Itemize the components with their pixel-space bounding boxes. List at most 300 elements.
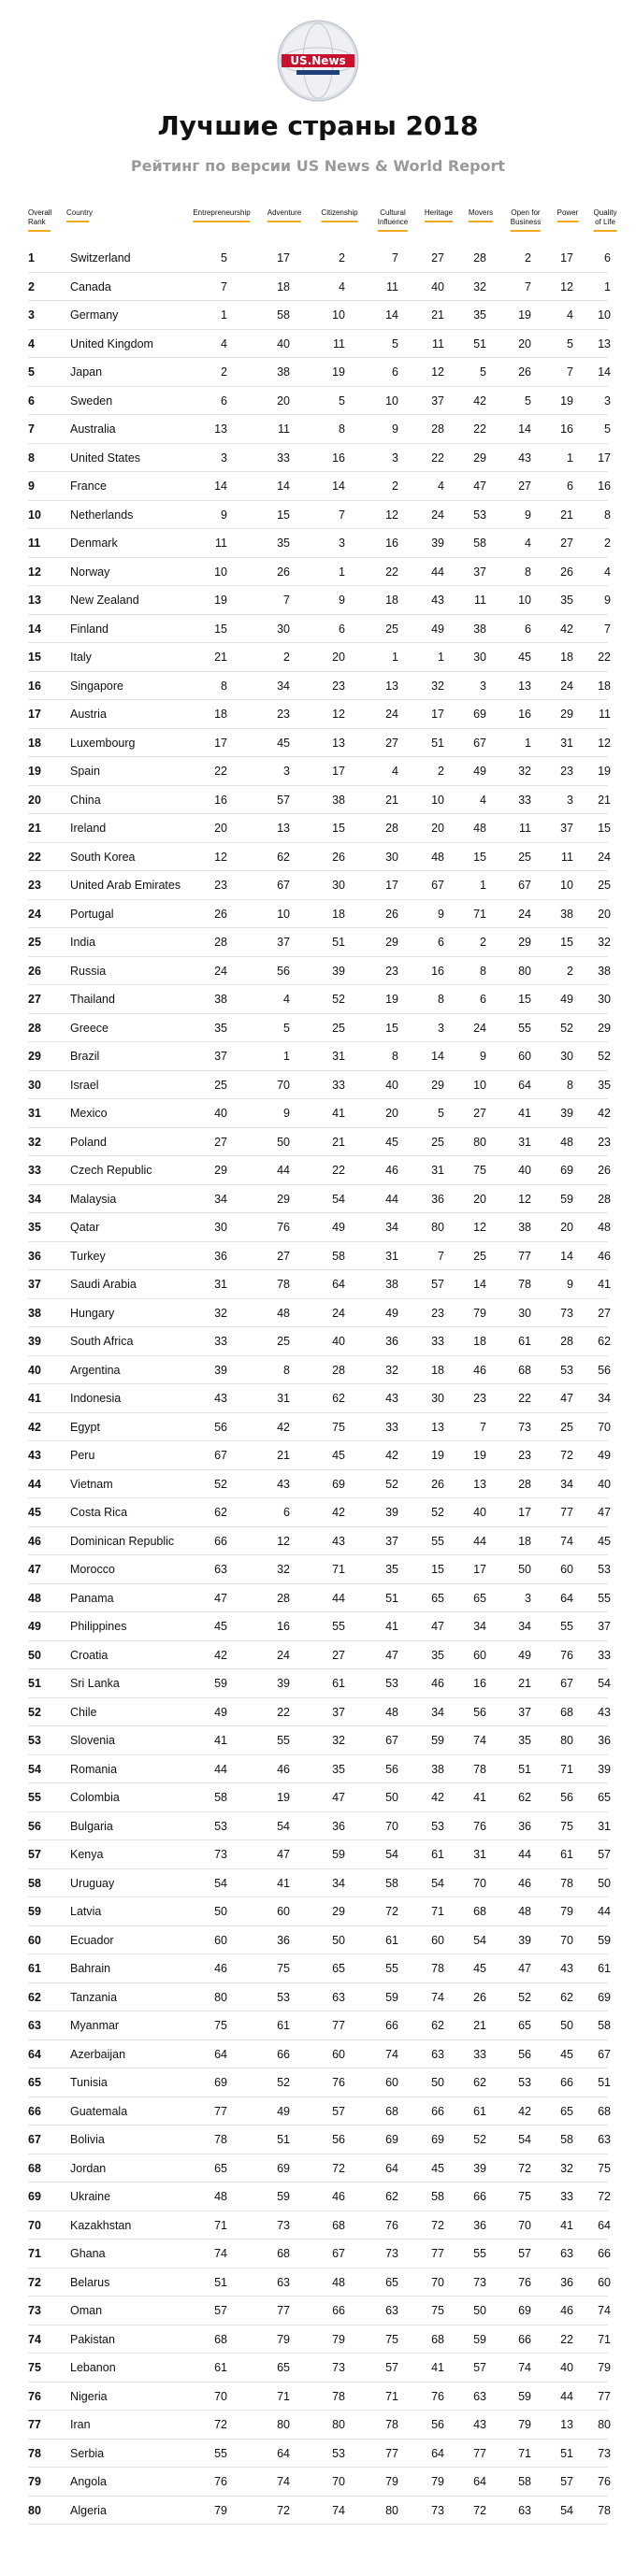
score-cell-movers: 40 <box>473 1506 486 1519</box>
score-cell-movers: 55 <box>473 2247 486 2260</box>
score-cell-entrepreneurship: 60 <box>214 1933 227 1947</box>
score-cell-heritage: 10 <box>431 793 444 807</box>
table-row <box>28 1697 611 1727</box>
score-cell-entrepreneurship: 67 <box>214 1449 227 1462</box>
score-cell-cultural-influence: 79 <box>385 2475 398 2488</box>
score-cell-citizenship: 6 <box>339 622 345 636</box>
score-cell-cultural-influence: 36 <box>385 1335 398 1348</box>
rank-cell: 20 <box>28 793 41 807</box>
score-cell-power: 5 <box>567 336 573 351</box>
country-cell: China <box>70 793 101 807</box>
score-cell-quality-of-life: 40 <box>598 1477 611 1491</box>
score-cell-adventure: 77 <box>277 2304 290 2317</box>
score-cell-cultural-influence: 80 <box>385 2503 398 2517</box>
rank-cell: 60 <box>28 1933 41 1947</box>
rank-cell: 67 <box>28 2133 41 2146</box>
score-cell-entrepreneurship: 64 <box>214 2047 227 2061</box>
score-cell-citizenship: 1 <box>339 565 345 579</box>
score-cell-heritage: 9 <box>438 907 444 921</box>
score-cell-open-for-business: 76 <box>518 2275 531 2289</box>
score-cell-adventure: 58 <box>277 308 290 322</box>
table-row <box>28 1868 611 1898</box>
score-cell-entrepreneurship: 77 <box>214 2104 227 2118</box>
score-cell-citizenship: 24 <box>332 1306 345 1320</box>
score-cell-open-for-business: 19 <box>518 308 531 322</box>
table-row <box>28 386 611 416</box>
score-cell-entrepreneurship: 56 <box>214 1420 227 1434</box>
score-cell-adventure: 39 <box>277 1677 290 1690</box>
score-cell-cultural-influence: 21 <box>385 793 398 807</box>
score-cell-adventure: 80 <box>277 2418 290 2431</box>
table-row <box>28 1127 611 1157</box>
score-cell-entrepreneurship: 19 <box>214 594 227 607</box>
table-row <box>28 557 611 587</box>
score-cell-citizenship: 43 <box>332 1534 345 1548</box>
country-cell: Finland <box>70 622 108 636</box>
rank-cell: 12 <box>28 565 41 579</box>
score-cell-heritage: 26 <box>431 1477 444 1491</box>
score-cell-quality-of-life: 50 <box>598 1876 611 1890</box>
score-cell-movers: 22 <box>473 422 486 436</box>
score-cell-heritage: 57 <box>431 1278 444 1291</box>
score-cell-quality-of-life: 26 <box>598 1164 611 1177</box>
score-cell-citizenship: 3 <box>339 537 345 550</box>
country-cell: Guatemala <box>70 2104 128 2118</box>
table-row <box>28 1925 611 1955</box>
score-cell-quality-of-life: 74 <box>598 2304 611 2317</box>
score-cell-entrepreneurship: 51 <box>214 2275 227 2289</box>
score-cell-open-for-business: 12 <box>518 1192 531 1206</box>
score-cell-cultural-influence: 63 <box>385 2304 398 2317</box>
country-cell: Peru <box>70 1449 95 1462</box>
score-cell-heritage: 38 <box>431 1762 444 1776</box>
rank-cell: 2 <box>28 279 35 293</box>
score-cell-adventure: 63 <box>277 2275 290 2289</box>
score-cell-movers: 42 <box>473 394 486 408</box>
score-cell-cultural-influence: 58 <box>385 1876 398 1890</box>
score-cell-quality-of-life: 7 <box>604 622 611 636</box>
rank-cell: 63 <box>28 2019 41 2032</box>
score-cell-quality-of-life: 60 <box>598 2275 611 2289</box>
score-cell-movers: 25 <box>473 1249 486 1263</box>
country-cell: Colombia <box>70 1791 120 1804</box>
score-cell-open-for-business: 21 <box>518 1677 531 1690</box>
table-row <box>28 1754 611 1784</box>
score-cell-quality-of-life: 73 <box>598 2446 611 2460</box>
score-cell-entrepreneurship: 73 <box>214 1848 227 1861</box>
table-row <box>28 642 611 672</box>
score-cell-adventure: 35 <box>277 537 290 550</box>
score-cell-power: 23 <box>560 765 573 778</box>
score-cell-power: 26 <box>560 565 573 579</box>
score-cell-heritage: 41 <box>431 2361 444 2374</box>
table-row <box>28 614 611 644</box>
table-row <box>28 2467 611 2497</box>
score-cell-heritage: 68 <box>431 2332 444 2346</box>
score-cell-adventure: 37 <box>277 936 290 949</box>
score-cell-citizenship: 68 <box>332 2218 345 2232</box>
score-cell-cultural-influence: 12 <box>385 508 398 522</box>
score-cell-power: 12 <box>560 279 573 293</box>
score-cell-cultural-influence: 59 <box>385 1990 398 2004</box>
score-cell-heritage: 13 <box>431 1420 444 1434</box>
table-row <box>28 2011 611 2040</box>
score-cell-adventure: 27 <box>277 1249 290 1263</box>
score-cell-entrepreneurship: 27 <box>214 1135 227 1149</box>
score-cell-power: 45 <box>560 2047 573 2061</box>
table-row <box>28 1953 611 1983</box>
country-cell: Russia <box>70 964 107 978</box>
score-cell-movers: 50 <box>473 2304 486 2317</box>
table-row <box>28 1184 611 1214</box>
score-cell-quality-of-life: 37 <box>598 1620 611 1633</box>
score-cell-entrepreneurship: 28 <box>214 936 227 949</box>
rank-cell: 44 <box>28 1477 41 1491</box>
score-cell-open-for-business: 69 <box>518 2304 531 2317</box>
score-cell-entrepreneurship: 80 <box>214 1990 227 2004</box>
table-row <box>28 585 611 615</box>
score-cell-movers: 46 <box>473 1363 486 1377</box>
score-cell-adventure: 79 <box>277 2332 290 2346</box>
rank-cell: 68 <box>28 2161 41 2175</box>
score-cell-entrepreneurship: 59 <box>214 1677 227 1690</box>
score-cell-heritage: 40 <box>431 279 444 293</box>
table-row <box>28 1811 611 1841</box>
score-cell-open-for-business: 13 <box>518 679 531 693</box>
score-cell-movers: 63 <box>473 2389 486 2403</box>
score-cell-movers: 20 <box>473 1192 486 1206</box>
score-cell-citizenship: 65 <box>332 1962 345 1975</box>
score-cell-adventure: 74 <box>277 2475 290 2488</box>
country-cell: Ireland <box>70 822 107 835</box>
score-cell-power: 42 <box>560 622 573 636</box>
country-cell: South Africa <box>70 1335 134 1348</box>
score-cell-adventure: 13 <box>277 822 290 835</box>
score-cell-open-for-business: 48 <box>518 1905 531 1918</box>
score-cell-movers: 26 <box>473 1990 486 2004</box>
score-cell-power: 61 <box>560 1848 573 1861</box>
column-header-label: of Life <box>595 218 615 226</box>
score-cell-cultural-influence: 61 <box>385 1933 398 1947</box>
table-row <box>28 2039 611 2069</box>
rank-cell: 41 <box>28 1392 41 1405</box>
score-cell-movers: 56 <box>473 1705 486 1719</box>
score-cell-cultural-influence: 2 <box>392 479 398 493</box>
score-cell-open-for-business: 23 <box>518 1449 531 1462</box>
rank-cell: 76 <box>28 2389 41 2403</box>
score-cell-power: 16 <box>560 422 573 436</box>
score-cell-cultural-influence: 1 <box>392 651 398 664</box>
score-cell-quality-of-life: 57 <box>598 1848 611 1861</box>
score-cell-heritage: 22 <box>431 451 444 465</box>
score-cell-heritage: 76 <box>431 2389 444 2403</box>
score-cell-open-for-business: 7 <box>525 279 531 293</box>
score-cell-open-for-business: 42 <box>518 2104 531 2118</box>
score-cell-heritage: 51 <box>431 736 444 750</box>
table-row <box>28 1326 611 1356</box>
score-cell-heritage: 11 <box>432 336 444 351</box>
score-cell-cultural-influence: 16 <box>385 537 398 550</box>
score-cell-quality-of-life: 51 <box>598 2076 611 2089</box>
score-cell-entrepreneurship: 65 <box>214 2161 227 2175</box>
score-cell-movers: 30 <box>473 651 486 664</box>
score-cell-power: 34 <box>560 1477 573 1491</box>
country-cell: Thailand <box>70 993 115 1006</box>
table-row <box>28 1098 611 1128</box>
score-cell-heritage: 18 <box>431 1363 444 1377</box>
score-cell-movers: 3 <box>480 679 486 693</box>
score-cell-power: 73 <box>560 1306 573 1320</box>
score-cell-adventure: 48 <box>277 1306 290 1320</box>
score-cell-adventure: 49 <box>277 2104 290 2118</box>
rank-cell: 9 <box>28 479 35 493</box>
score-cell-power: 63 <box>560 2247 573 2260</box>
score-cell-citizenship: 53 <box>332 2446 345 2460</box>
score-cell-open-for-business: 55 <box>518 1021 531 1035</box>
score-cell-cultural-influence: 22 <box>385 565 398 579</box>
score-cell-adventure: 42 <box>277 1420 290 1434</box>
score-cell-movers: 72 <box>473 2503 486 2517</box>
score-cell-entrepreneurship: 47 <box>214 1591 227 1605</box>
score-cell-entrepreneurship: 55 <box>214 2446 227 2460</box>
score-cell-power: 60 <box>560 1563 573 1576</box>
score-cell-heritage: 52 <box>431 1506 444 1519</box>
score-cell-adventure: 78 <box>277 1278 290 1291</box>
country-cell: Iran <box>70 2418 91 2431</box>
rank-cell: 22 <box>28 850 41 864</box>
score-cell-quality-of-life: 65 <box>598 1791 611 1804</box>
country-cell: Italy <box>70 651 92 664</box>
score-cell-cultural-influence: 19 <box>385 993 398 1006</box>
table-row <box>28 1212 611 1242</box>
score-cell-adventure: 9 <box>283 1107 290 1120</box>
logo-text: US.News <box>290 54 346 67</box>
score-cell-cultural-influence: 40 <box>385 1078 398 1092</box>
score-cell-cultural-influence: 69 <box>385 2133 398 2146</box>
score-cell-power: 52 <box>560 1021 573 1035</box>
score-cell-entrepreneurship: 78 <box>214 2133 227 2146</box>
score-cell-citizenship: 52 <box>332 993 345 1006</box>
score-cell-heritage: 54 <box>431 1876 444 1890</box>
score-cell-open-for-business: 25 <box>518 850 531 864</box>
score-cell-power: 24 <box>560 679 573 693</box>
score-cell-entrepreneurship: 21 <box>214 651 227 664</box>
country-cell: Sweden <box>70 394 113 408</box>
score-cell-power: 71 <box>560 1762 573 1776</box>
score-cell-heritage: 35 <box>431 1648 444 1662</box>
score-cell-quality-of-life: 52 <box>598 1050 611 1063</box>
country-cell: Nigeria <box>70 2389 108 2403</box>
score-cell-power: 54 <box>560 2503 573 2517</box>
score-cell-cultural-influence: 28 <box>385 822 398 835</box>
score-cell-power: 77 <box>560 1506 573 1519</box>
score-cell-open-for-business: 35 <box>518 1734 531 1747</box>
rank-cell: 35 <box>28 1221 41 1234</box>
score-cell-power: 74 <box>560 1534 573 1548</box>
score-cell-movers: 71 <box>473 907 486 921</box>
score-cell-cultural-influence: 77 <box>385 2446 398 2460</box>
score-cell-quality-of-life: 80 <box>598 2418 611 2431</box>
score-cell-power: 48 <box>560 1135 573 1149</box>
country-cell: Pakistan <box>70 2332 115 2346</box>
score-cell-citizenship: 60 <box>332 2047 345 2061</box>
column-header-citizenship <box>321 208 357 222</box>
score-cell-adventure: 59 <box>277 2190 290 2203</box>
score-cell-adventure: 38 <box>277 365 290 379</box>
score-cell-open-for-business: 33 <box>518 793 531 807</box>
score-cell-movers: 70 <box>473 1876 486 1890</box>
score-cell-cultural-influence: 35 <box>385 1563 398 1576</box>
score-cell-power: 15 <box>560 936 573 949</box>
score-cell-quality-of-life: 43 <box>598 1705 611 1719</box>
score-cell-heritage: 72 <box>431 2218 444 2232</box>
score-cell-open-for-business: 71 <box>518 2446 531 2460</box>
score-cell-cultural-influence: 43 <box>385 1392 398 1405</box>
country-cell: Slovenia <box>70 1734 115 1747</box>
score-cell-movers: 62 <box>473 2076 486 2089</box>
score-cell-open-for-business: 61 <box>518 1335 531 1348</box>
rank-cell: 15 <box>28 651 41 664</box>
country-cell: Bulgaria <box>70 1819 113 1833</box>
score-cell-quality-of-life: 3 <box>604 394 611 408</box>
score-cell-citizenship: 26 <box>332 850 345 864</box>
score-cell-heritage: 58 <box>431 2190 444 2203</box>
score-cell-open-for-business: 75 <box>518 2190 531 2203</box>
score-cell-quality-of-life: 77 <box>598 2389 611 2403</box>
score-cell-open-for-business: 18 <box>518 1534 531 1548</box>
score-cell-cultural-influence: 30 <box>385 850 398 864</box>
country-cell: Australia <box>70 422 116 436</box>
score-cell-power: 53 <box>560 1363 573 1377</box>
score-cell-citizenship: 20 <box>332 651 345 664</box>
score-cell-power: 64 <box>560 1591 573 1605</box>
column-header-movers <box>469 208 493 222</box>
score-cell-cultural-influence: 67 <box>385 1734 398 1747</box>
rank-cell: 58 <box>28 1876 41 1890</box>
score-cell-adventure: 22 <box>277 1705 290 1719</box>
score-cell-adventure: 3 <box>283 765 290 778</box>
table-row <box>28 1469 611 1499</box>
score-cell-heritage: 48 <box>431 850 444 864</box>
country-cell: Bahrain <box>70 1962 111 1975</box>
score-cell-adventure: 36 <box>277 1933 290 1947</box>
score-cell-quality-of-life: 16 <box>598 479 611 493</box>
score-cell-citizenship: 55 <box>332 1620 345 1633</box>
score-cell-citizenship: 67 <box>332 2247 345 2260</box>
score-cell-entrepreneurship: 1 <box>221 308 227 322</box>
score-cell-heritage: 45 <box>431 2161 444 2175</box>
score-cell-entrepreneurship: 69 <box>214 2076 227 2089</box>
score-cell-open-for-business: 17 <box>518 1506 531 1519</box>
score-cell-heritage: 6 <box>438 936 444 949</box>
score-cell-heritage: 29 <box>431 1078 444 1092</box>
score-cell-citizenship: 29 <box>332 1905 345 1918</box>
score-cell-entrepreneurship: 42 <box>214 1648 227 1662</box>
score-cell-heritage: 43 <box>431 594 444 607</box>
country-cell: United States <box>70 451 141 465</box>
score-cell-entrepreneurship: 6 <box>221 394 227 408</box>
country-cell: Belarus <box>70 2275 110 2289</box>
score-cell-heritage: 33 <box>431 1335 444 1348</box>
column-header-power <box>557 208 579 222</box>
score-cell-adventure: 60 <box>277 1905 290 1918</box>
score-cell-entrepreneurship: 76 <box>214 2475 227 2488</box>
score-cell-quality-of-life: 19 <box>598 765 611 778</box>
score-cell-entrepreneurship: 57 <box>214 2304 227 2317</box>
score-cell-citizenship: 59 <box>332 1848 345 1861</box>
score-cell-movers: 48 <box>473 822 486 835</box>
score-cell-adventure: 14 <box>277 479 290 493</box>
rank-cell: 73 <box>28 2304 41 2317</box>
score-cell-open-for-business: 22 <box>518 1392 531 1405</box>
table-row <box>28 2125 611 2154</box>
score-cell-power: 66 <box>560 2076 573 2089</box>
score-cell-cultural-influence: 39 <box>385 1506 398 1519</box>
score-cell-power: 7 <box>567 365 573 379</box>
score-cell-quality-of-life: 10 <box>598 308 611 322</box>
score-cell-heritage: 30 <box>431 1392 444 1405</box>
score-cell-open-for-business: 27 <box>518 479 531 493</box>
country-cell: Indonesia <box>70 1392 122 1405</box>
score-cell-movers: 60 <box>473 1648 486 1662</box>
score-cell-entrepreneurship: 44 <box>214 1762 227 1776</box>
score-cell-citizenship: 18 <box>332 907 345 921</box>
score-cell-heritage: 59 <box>431 1734 444 1747</box>
country-cell: Costa Rica <box>70 1506 128 1519</box>
score-cell-movers: 47 <box>473 479 486 493</box>
column-header-label: Open for <box>511 208 541 217</box>
score-cell-cultural-influence: 64 <box>385 2161 398 2175</box>
rank-cell: 78 <box>28 2446 41 2460</box>
table-row <box>28 699 611 729</box>
score-cell-adventure: 47 <box>277 1848 290 1861</box>
score-cell-citizenship: 14 <box>332 479 345 493</box>
score-cell-power: 27 <box>560 537 573 550</box>
score-cell-adventure: 8 <box>283 1363 290 1377</box>
score-cell-cultural-influence: 31 <box>385 1249 398 1263</box>
score-cell-movers: 43 <box>473 2418 486 2431</box>
table-row <box>28 1526 611 1556</box>
table-row <box>28 785 611 815</box>
score-cell-heritage: 20 <box>431 822 444 835</box>
country-cell: Denmark <box>70 537 118 550</box>
rank-cell: 30 <box>28 1078 41 1092</box>
score-cell-quality-of-life: 24 <box>598 850 611 864</box>
score-cell-adventure: 53 <box>277 1990 290 2004</box>
score-cell-quality-of-life: 76 <box>598 2475 611 2488</box>
score-cell-power: 56 <box>560 1791 573 1804</box>
score-cell-quality-of-life: 75 <box>598 2161 611 2175</box>
table-row <box>28 1298 611 1328</box>
score-cell-cultural-influence: 8 <box>392 1050 398 1063</box>
score-cell-power: 62 <box>560 1990 573 2004</box>
rank-cell: 19 <box>28 765 41 778</box>
table-row <box>28 1782 611 1812</box>
table-row <box>28 329 611 359</box>
score-cell-adventure: 67 <box>277 879 290 892</box>
rank-cell: 64 <box>28 2047 41 2061</box>
score-cell-open-for-business: 54 <box>518 2133 531 2146</box>
score-cell-quality-of-life: 9 <box>604 594 611 607</box>
country-cell: Panama <box>70 1591 114 1605</box>
score-cell-citizenship: 28 <box>332 1363 345 1377</box>
score-cell-citizenship: 51 <box>332 936 345 949</box>
score-cell-quality-of-life: 36 <box>598 1734 611 1747</box>
score-cell-adventure: 17 <box>277 251 290 265</box>
score-cell-citizenship: 66 <box>332 2304 345 2317</box>
score-cell-power: 3 <box>567 793 573 807</box>
table-row <box>28 1269 611 1299</box>
